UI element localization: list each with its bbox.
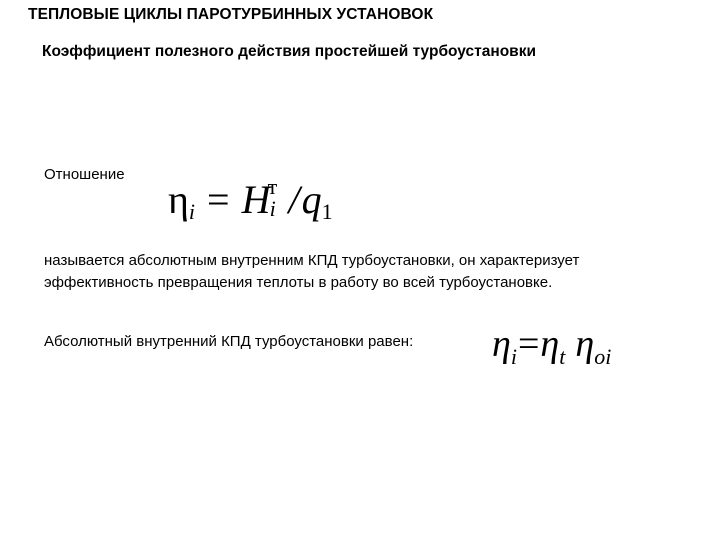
formula-q-subscript: 1: [321, 199, 333, 224]
result-formula: [492, 322, 611, 370]
formula-h-group: [242, 176, 287, 223]
result-eta-1-subscript: i: [510, 344, 517, 369]
formula-eta-subscript: i: [188, 199, 196, 224]
formula-slash: /: [288, 177, 300, 222]
efficiency-formula: [168, 176, 333, 224]
formula-h-subscript: i: [269, 196, 276, 221]
result-eta-3: η: [575, 323, 595, 365]
formula-equals: =: [207, 177, 230, 222]
formula-eta: η: [168, 177, 189, 222]
result-eta-2-subscript: t: [559, 344, 566, 369]
description-paragraph: называется абсолютным внутренним КПД турбоустановки, он характеризует эффективность превращения теплоты в работу во всей турбоустановке.: [44, 252, 580, 291]
formula-h-superscript: т: [267, 174, 278, 199]
result-eta-1: η: [492, 323, 511, 365]
result-equals: =: [517, 323, 540, 365]
relation-label: Отношение: [44, 166, 125, 183]
slide-title: ТЕПЛОВЫЕ ЦИКЛЫ ПАРОТУРБИННЫХ УСТАНОВОК: [28, 6, 434, 23]
slide-subtitle: Коэффициент полезного действия простейшей турбоустановки: [42, 43, 536, 60]
result-label: Абсолютный внутренний КПД турбоустановки равен:: [44, 333, 414, 350]
result-eta-3-subscript: oi: [594, 344, 612, 369]
formula-q: q: [301, 177, 322, 222]
formula-h: H: [241, 177, 271, 222]
result-eta-2: η: [540, 323, 560, 365]
